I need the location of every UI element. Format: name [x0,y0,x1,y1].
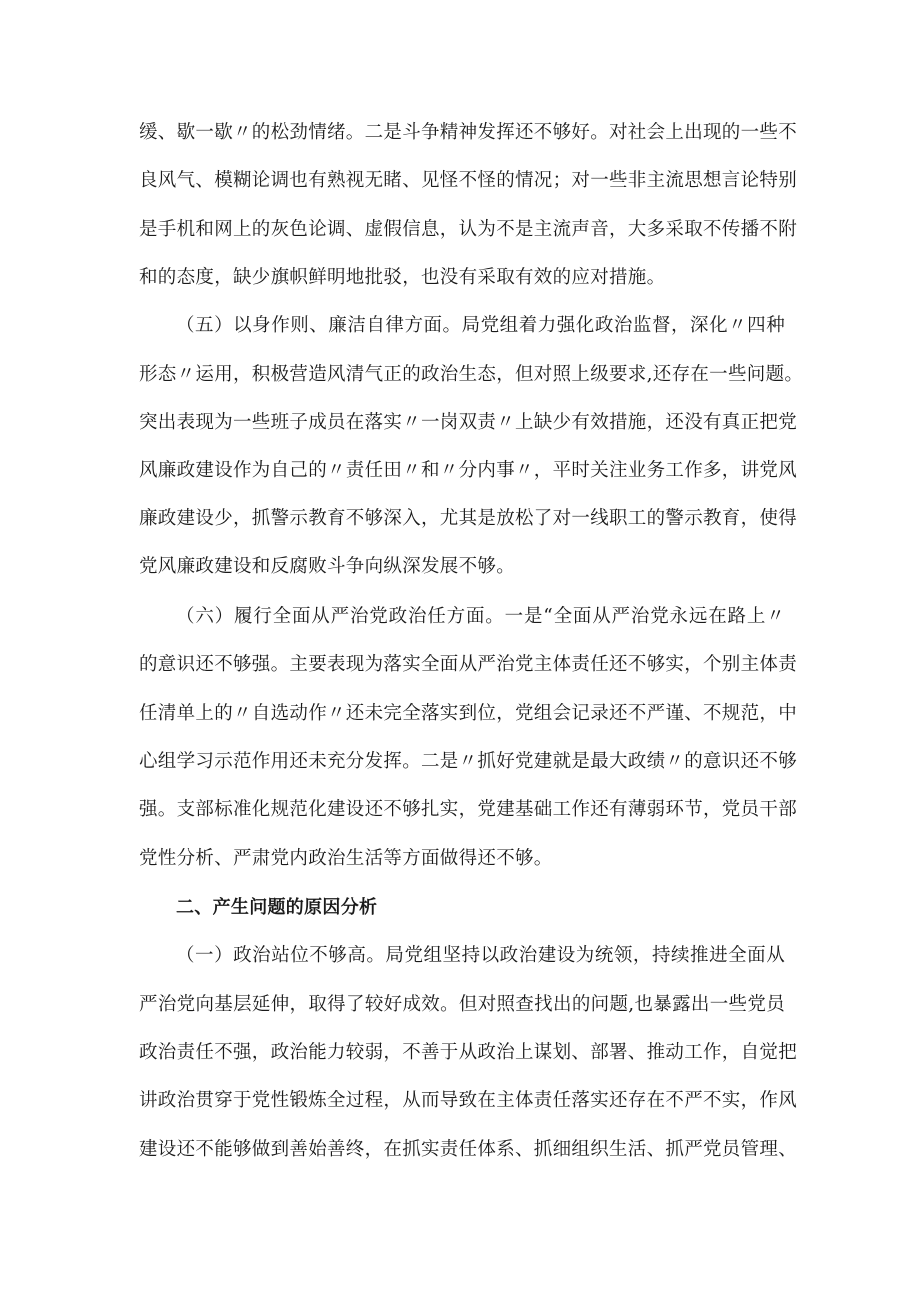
text-line: 讲政治贯穿于党性锻炼全过程，从而导致在主体责任落实还存在不严不实，作风 [139,1090,798,1111]
text-line: 党性分析、严肃党内政治生活等方面做得还不够。 [139,848,553,869]
text-line: 廉政建设少，抓警示教育不够深入，尤其是放松了对一线职工的警示教育，使得 [139,508,798,529]
text-line: 政治责任不强，政治能力较弱，不善于从政治上谋划、部署、推动工作，自觉把 [139,1042,798,1063]
text-line: （一）政治站位不够高。局党组坚持以政治建设为统领，持续推进全面从 [176,945,785,966]
text-line: 党风廉政建设和反腐败斗争向纵深发展不够。 [139,556,516,577]
text-line: （六）履行全面从严治党政治任方面。一是“全面从严治党永远在路上〃 [176,606,785,627]
section-heading: 二、产生问题的原因分析 [176,897,378,918]
text-line: 建设还不能够做到善始善终，在抓实责任体系、抓细组织生活、抓严党员管理、 [139,1139,798,1160]
text-line: 和的态度，缺少旗帜鲜明地批驳，也没有采取有效的应对措施。 [139,267,666,288]
text-line: 心组学习示范作用还未充分发挥。二是〃抓好党建就是最大政绩〃的意识还不够 [139,751,798,772]
text-line: 强。支部标准化规范化建设还不够扎实，党建基础工作还有薄弱环节，党员干部 [139,799,798,820]
text-line: 是手机和网上的灰色论调、虚假信息，认为不是主流声音，大多采取不传播不附 [139,219,798,240]
text-line: （五）以身作则、廉洁自律方面。局党组着力强化政治监督，深化〃四种 [176,315,785,336]
text-line: 缓、歇一歇〃的松劲情绪。二是斗争精神发挥还不够好。对社会上出现的一些不 [139,122,798,143]
text-line: 严治党向基层延伸，取得了较好成效。但对照查找出的问题,也暴露出一些党员 [139,994,785,1015]
text-line: 任清单上的〃自选动作〃还未完全落实到位，党组会记录还不严谨、不规范，中 [139,703,798,724]
text-line: 形态〃运用，积极营造风清气正的政治生态，但对照上级要求,还存在一些问题。 [139,364,804,385]
text-line: 风廉政建设作为自己的〃责任田〃和〃分内事〃，平时关注业务工作多，讲党风 [139,460,798,481]
text-line: 的意识还不够强。主要表现为落实全面从严治党主体责任还不够实，个别主体责 [139,654,798,675]
text-line: 突出表现为一些班子成员在落实〃一岗双责〃上缺少有效措施，还没有真正把党 [139,412,798,433]
text-line: 良风气、模糊论调也有熟视无睹、见怪不怪的情况；对一些非主流思想言论特别 [139,170,798,191]
